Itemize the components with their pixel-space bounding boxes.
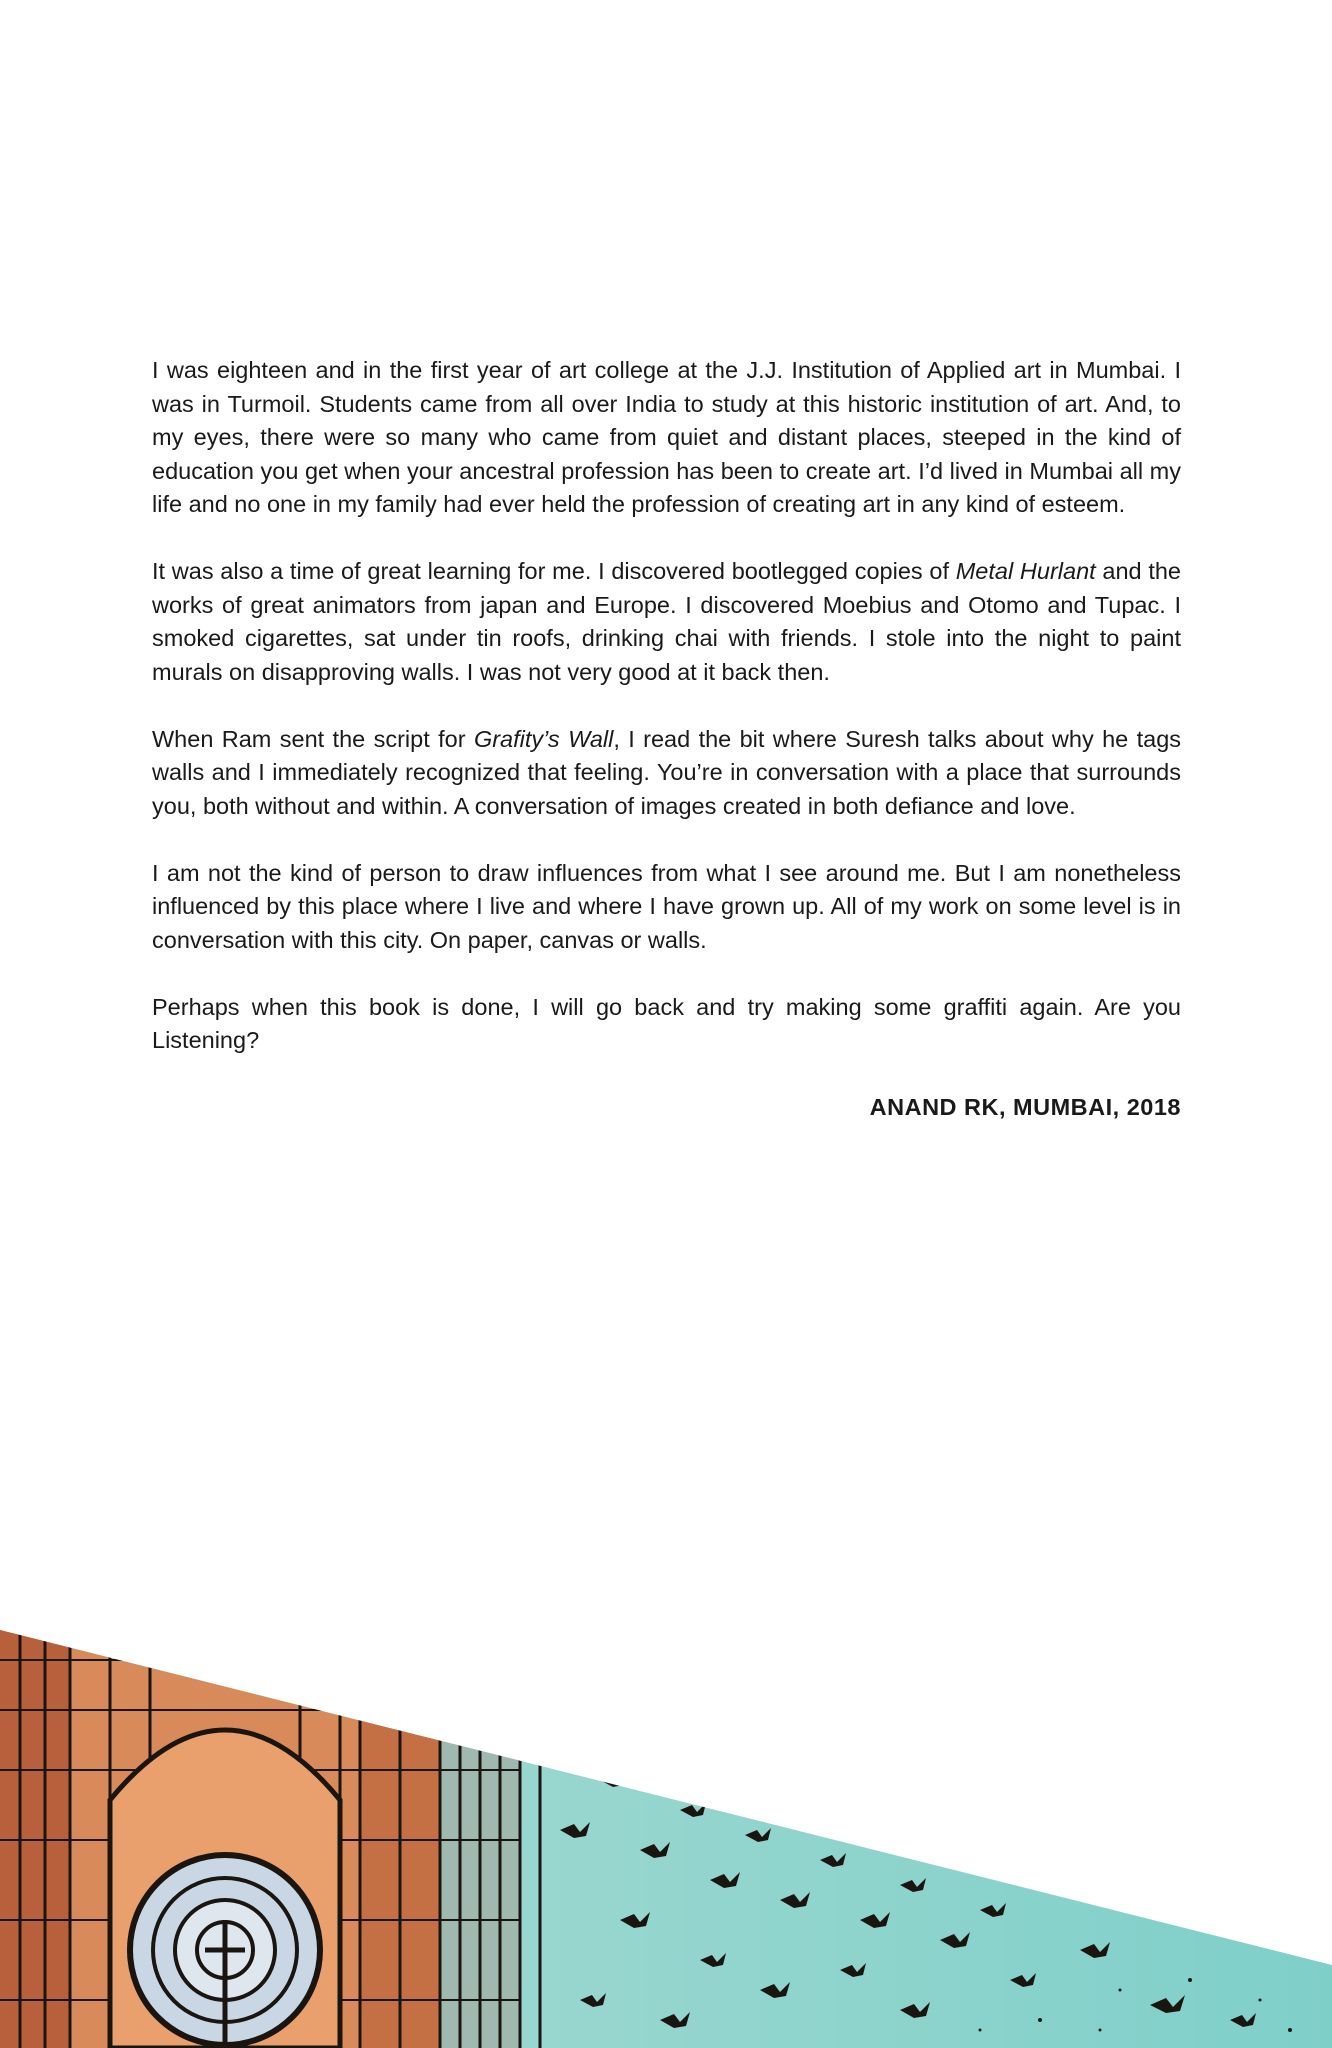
paragraph-3 [152, 723, 1181, 824]
paragraph-3-after: , I read the bit where Suresh talks about why he tags walls and I immediately recognized that feeling. You’re in conversation with a place that surrounds you, both without and within. A conversation of images created in both defiance and love. [152, 725, 1182, 819]
paragraph-5: Perhaps when this book is done, I will go back and try making some graffiti again. Are you Listening? [152, 993, 1181, 1053]
author-signature: ANAND RK, MUMBAI, 2018 [869, 1094, 1181, 1120]
paragraph-3-before: When Ram sent the script for [152, 725, 474, 752]
city-birds-illustration [0, 1620, 1332, 2048]
paragraph-1: I was eighteen and in the first year of art college at the J.J. Institution of Applied art in Mumbai. I was in Turmoil. Students came from all over India to study at this historic institution of art. And, to my eyes, there were so many who came from quiet and distant places, steeped in the kind of education you get when your ancestral profession has been to create art. I’d lived in Mumbai all my life and no one in my family had ever held the profession of creating art in any kind of esteem. [152, 357, 1181, 517]
paragraph-2-after: and the works of great animators from japan and Europe. I discovered Moebius and Otomo and Tupac. I smoked cigarettes, sat under tin roofs, drinking chai with friends. I stole into the night to paint murals on disapproving walls. I was not very good at it back then. [152, 558, 1182, 685]
paragraph-2 [152, 555, 1181, 689]
book-title-grafitys-wall: Grafity’s Wall [473, 725, 614, 752]
book-title-metal-hurlant: Metal Hurlant [955, 558, 1096, 584]
paragraph-4: I am not the kind of person to draw influences from what I see around me. But I am nonetheless influenced by this place where I live and where I have grown up. All of my work on some level is in conversation with this city. On paper, canvas or walls. [152, 859, 1181, 953]
afterword-text [152, 354, 1181, 1158]
paragraph-2-before: It was also a time of great learning for me. I discovered bootlegged copies of [152, 558, 956, 584]
